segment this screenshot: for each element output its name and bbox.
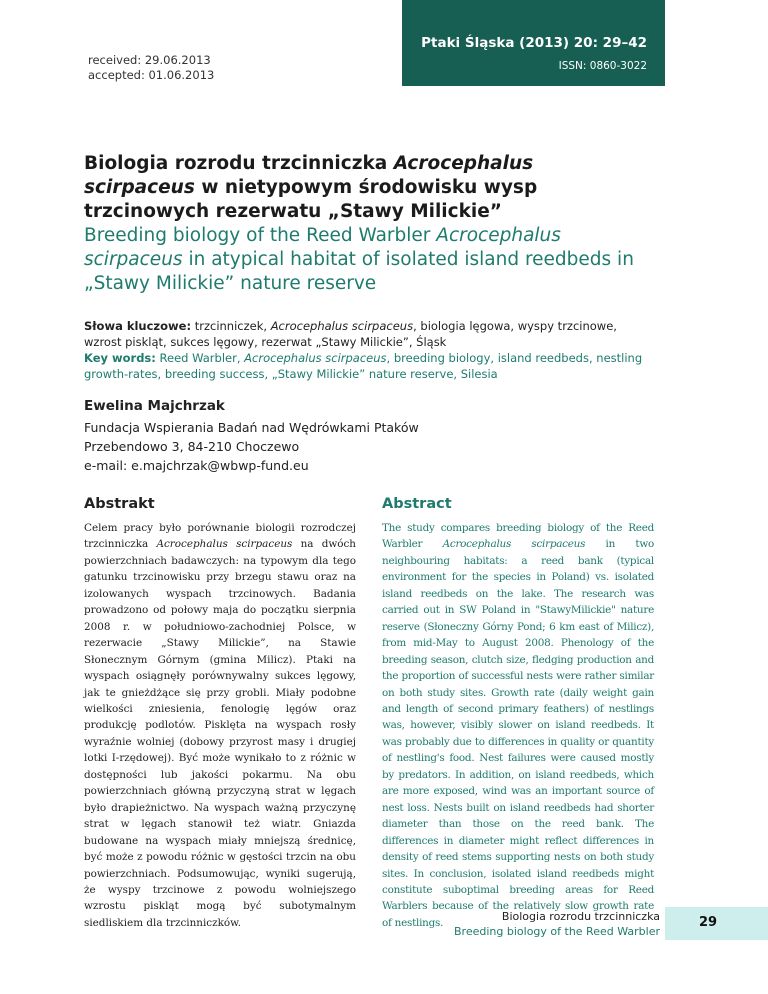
- journal-title: Ptaki Śląska (2013) 20: 29–42: [421, 35, 647, 51]
- abstract-en-species: Acrocephalus scirpaceus: [442, 538, 586, 551]
- keywords-pl-text: trzcinniczek,: [191, 319, 271, 333]
- footer-title-english: Breeding biology of the Reed Warbler: [454, 925, 660, 938]
- keywords-en-species: Acrocephalus scirpaceus: [244, 351, 387, 365]
- keywords-en-label: Key words:: [84, 351, 156, 365]
- author-email[interactable]: e-mail: e.majchrzak@wbwp-fund.eu: [84, 458, 309, 473]
- journal-issn: ISSN: 0860-3022: [558, 60, 647, 72]
- title-polish: [84, 152, 644, 224]
- abstract-pl-body: [84, 520, 356, 931]
- keywords-pl-species: Acrocephalus scirpaceus: [270, 319, 414, 333]
- abstract-english: [382, 496, 654, 931]
- title-pl-species: Acrocephalus scirpaceus: [84, 153, 534, 198]
- title-pl-text-end: w nietypowym środowisku wysp trzcinowych rezerwatu „Stawy Milickie”: [84, 177, 538, 222]
- author-name: Ewelina Majchrzak: [84, 398, 225, 414]
- title-en-species: Acrocephalus scirpaceus: [84, 225, 561, 270]
- abstract-pl-text-end: na dwóch powierzchniach badawczych: na typowym dla tego gatunku trzcinowisku przy brzegu stawu oraz na izolowanych wyspach trzcinowych. Badania prowadzono od połowy maja do początku sierpnia 2008 r. w południowo-zachodniej Polsce, w rezerwacie „Stawy Milickie”, na Stawie Słonecznym Górnym (gmina Milicz). Ptaki na wyspach osiągnęły porównywalny sukces lęgowy, jak te gnieżdżące się przy grobli. Miały podobne wielkości zniesienia, fenologię lęgów oraz produkcję podlotów. Pisklęta na wyspach rosły wyraźnie wolniej (dobowy przyrost masy i drugiej lotki I-rzędowej). Być może wynikało to z różnic w dostępności lub jakości pokarmu. Na obu powierzchniach główną przyczyną strat w lęgach było drapieżnictwo. Na wyspach ważną przyczynę strat w lęgach stanowił też wiatr. Gniazda budowane na wyspach miały mniejszą średnicę, być może z powodu różnic w gęstości trzcin na obu powierzchniach. Podsumowując, wyniki sugerują, że wyspy trzcinowe z powodu wolniejszego wzrostu piskląt mogą być subotymalnym siedliskiem dla trzcinniczków.: [84, 538, 357, 929]
- keywords-pl-label: Słowa kluczowe:: [84, 319, 192, 333]
- page-number: 29: [699, 915, 718, 930]
- keywords-en-text-end: , breeding biology, island reedbeds, nestling growth-rates, breeding success, „Stawy Milickie” nature reserve, Silesia: [84, 351, 643, 381]
- keywords-en-text: Reed Warbler,: [155, 351, 245, 365]
- article-title: [84, 152, 644, 296]
- author-block: [84, 397, 644, 475]
- keywords-pl-text-end: , biologia lęgowa, wyspy trzcinowe, wzrost piskląt, sukces lęgowy, rezerwat „Stawy Milickie”, Śląsk: [84, 319, 617, 349]
- keywords-english: [84, 350, 654, 382]
- author-address: Przebendowo 3, 84-210 Choczewo: [84, 439, 300, 454]
- author-affiliation: Fundacja Wspierania Badań nad Wędrówkami Ptaków: [84, 420, 419, 435]
- keywords: [84, 318, 654, 382]
- title-en-text: Breeding biology of the Reed Warbler: [84, 225, 437, 246]
- page-number-tab: [665, 907, 768, 940]
- received-date: received: 29.06.2013: [88, 53, 211, 67]
- running-footer: [454, 909, 660, 939]
- abstract-en-text: The study compares breeding biology of the Reed Warbler: [382, 522, 654, 551]
- title-english: [84, 224, 644, 296]
- submission-dates: [88, 53, 214, 83]
- title-en-text-end: in atypical habitat of isolated island reedbeds in „Stawy Milickie” nature reserve: [84, 249, 634, 294]
- abstract-pl-species: Acrocephalus scirpaceus: [156, 538, 293, 551]
- abstract-en-text-end: in two neighbouring habitats: a reed bank (typical environment for the species in Poland) vs. isolated island reedbeds on the lake. The research was carried out in SW Poland in "StawyMilickie" nature reserve (Słoneczny Górny Pond; 6 km east of Milicz), from mid-May to August 2008. Phenology of the breeding season, clutch size, fledging production and the proportion of successful nests were rather similar on both study sites. Growth rate (daily weight gain and length of second primary feathers) of nestlings was, however, visibly slower on island reedbeds. It was probably due to differences in quality or quantity of nestling's food. Nest failures were caused mostly by predators. In addition, on island reedbeds, which are more exposed, wind was an important source of nest loss. Nests built on island reedbeds had shorter diameter than those on the reed bank. The differences in diameter might reflect differences in density of reed stems supporting nests on both study sites. In conclusion, isolated island reedbeds might constitute suboptimal breeding areas for Reed Warblers because of the relatively slow growth rate of nestlings.: [382, 538, 654, 929]
- abstract-pl-heading: Abstrakt: [84, 496, 155, 512]
- abstract-en-heading: Abstract: [382, 496, 452, 512]
- footer-title-polish: Biologia rozrodu trzcinniczka: [501, 910, 660, 923]
- abstract-polish: [84, 496, 356, 931]
- journal-header-box: [402, 0, 665, 86]
- abstract-pl-text: Celem pracy było porównanie biologii rozrodczej trzcinniczka: [84, 522, 356, 551]
- accepted-date: accepted: 01.06.2013: [88, 68, 215, 82]
- keywords-polish: [84, 318, 654, 350]
- abstract-en-body: [382, 520, 654, 931]
- title-pl-text: Biologia rozrodu trzcinniczka: [84, 153, 394, 174]
